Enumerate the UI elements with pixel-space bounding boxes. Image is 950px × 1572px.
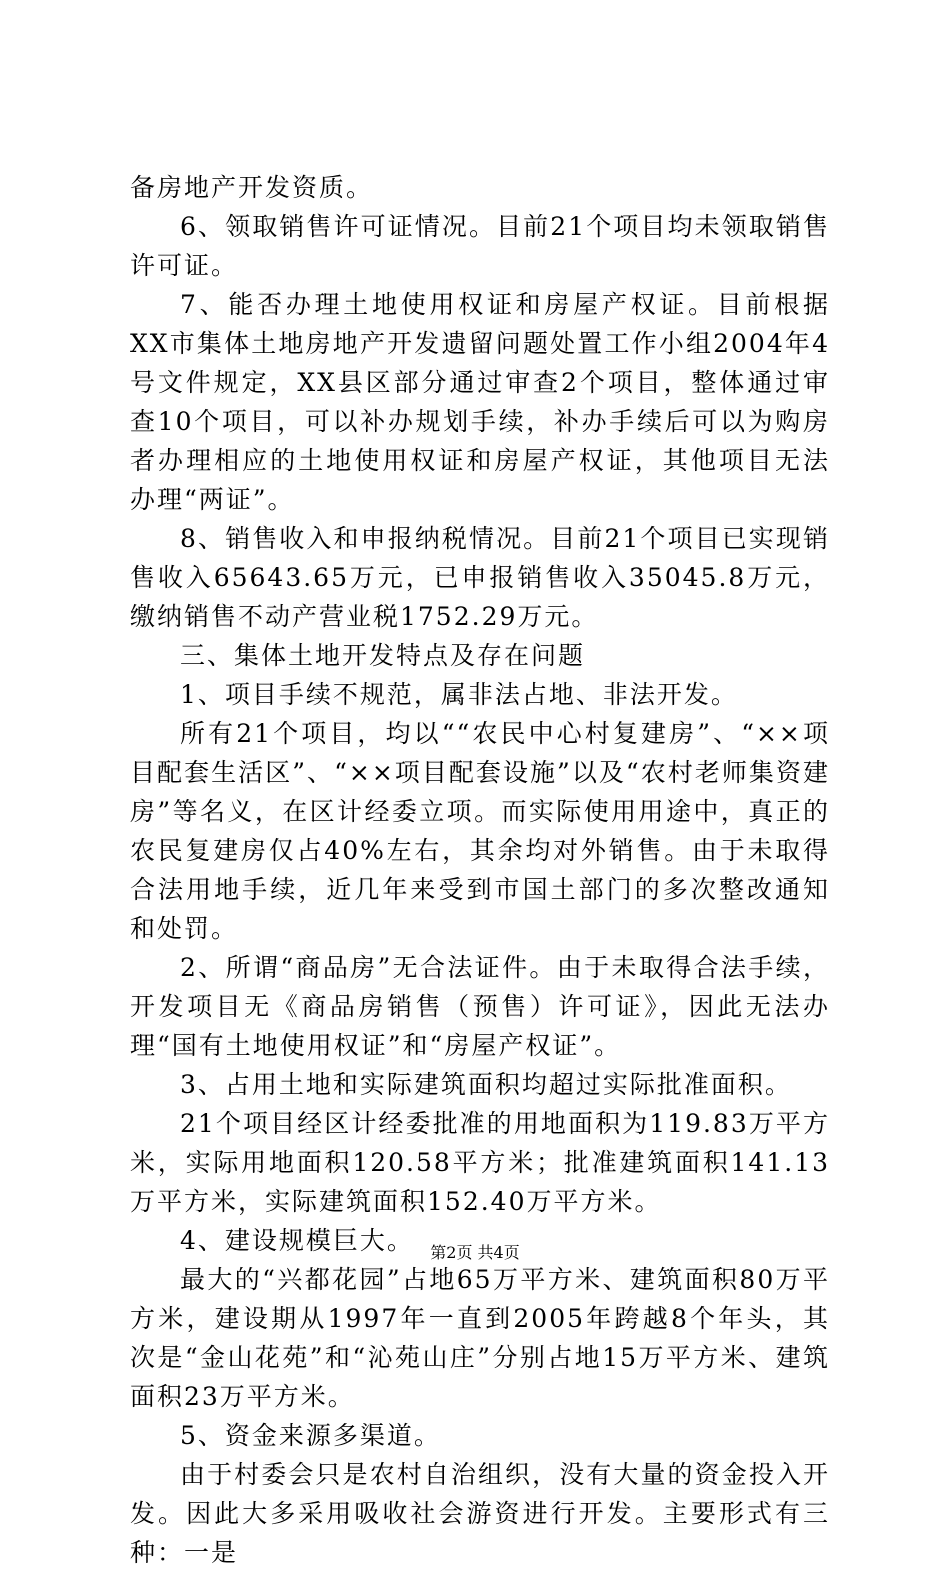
paragraph: 21个项目经区计经委批准的用地面积为119.83万平方米，实际用地面积120.58平方米；批准建筑面积141.13万平方米，实际建筑面积152.40万平方米。 — [130, 1109, 830, 1216]
paragraph: 三、集体土地开发特点及存在问题 — [180, 641, 586, 670]
paragraph: 6、领取销售许可证情况。目前21个项目均未领取销售许可证。 — [130, 212, 830, 280]
paragraph: 1、项目手续不规范，属非法占地、非法开发。 — [180, 680, 738, 709]
paragraph: 5、资金来源多渠道。 — [180, 1421, 441, 1450]
paragraph: 4、建设规模巨大。 — [180, 1226, 414, 1255]
paragraph: 7、能否办理土地使用权证和房屋产权证。目前根据XX市集体土地房地产开发遗留问题处置工作小组2004年4号文件规定，XX县区部分通过审查2个项目，整体通过审查10个项目，可以补办规划手续，补办手续后可以为购房者办理相应的土地使用权证和房屋产权证，其他项目无法办理“两证”。 — [130, 290, 830, 514]
paragraph: 3、占用土地和实际建筑面积均超过实际批准面积。 — [180, 1070, 792, 1099]
paragraph: 由于村委会只是农村自治组织，没有大量的资金投入开发。因此大多采用吸收社会游资进行开发。主要形式有三种：一是 — [130, 1460, 830, 1567]
paragraph: 所有21个项目，均以““农民中心村复建房”、“××项目配套生活区”、“××项目配套设施”以及“农村老师集资建房”等名义，在区计经委立项。而实际使用用途中，真正的农民复建房仅占40%左右，其余均对外销售。由于未取得合法用地手续，近几年来受到市国土部门的多次整改通知和处罚。 — [130, 719, 830, 943]
page-footer: 第2页 共4页 — [430, 1243, 520, 1262]
body-text — [130, 168, 830, 1572]
paragraph: 最大的“兴都花园”占地65万平方米、建筑面积80万平方米，建设期从1997年一直到2005年跨越8个年头，其次是“金山花苑”和“沁苑山庄”分别占地15万平方米、建筑面积23万平方米。 — [130, 1265, 830, 1411]
paragraph: 2、所谓“商品房”无合法证件。由于未取得合法手续，开发项目无《商品房销售（预售）许可证》，因此无法办理“国有土地使用权证”和“房屋产权证”。 — [130, 953, 830, 1060]
paragraph: 备房地产开发资质。 — [130, 173, 374, 202]
paragraph: 8、销售收入和申报纳税情况。目前21个项目已实现销售收入65643.65万元，已申报销售收入35045.8万元，缴纳销售不动产营业税1752.29万元。 — [130, 524, 830, 631]
